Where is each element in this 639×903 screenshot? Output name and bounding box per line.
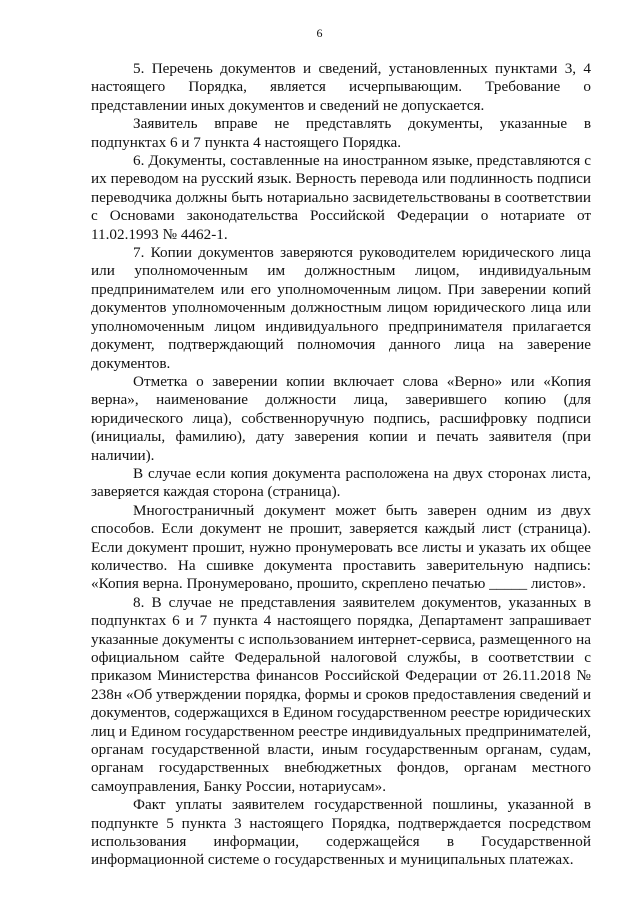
page-number: 6 [316,26,323,40]
paragraph-7-multipage: Многостраничный документ может быть заверен одним из двух способов. Если документ не прошит, заверяется каждый лист (страница). Если документ прошит, нужно пронумеровать все листы и указать их общее количество. На сшивке документа проставить заверительную надпись: «Копия верна. Пронумеровано, прошито, скреплено печатью _____ листов». [91,501,591,593]
paragraph-8: 8. В случае не представления заявителем документов, указанных в подпунктах 6 и 7 пункта 4 настоящего порядка, Департамент запрашивает указанные документы с использованием интернет-сервиса, размещенного на официальном сайте Федеральной налоговой службы, в соответствии с приказом Министерства финансов Российской Федерации от 26.11.2018 № 238н «Об утверждении порядка, формы и сроков предоставления сведений и документов, содержащихся в Едином государственном реестре юридических лиц и Едином государственном реестре индивидуальных предпринимателей, органам государственной власти, иным государственным органам, судам, органам государственных внебюджетных фондов, органам местного самоуправления, Банку России, нотариусам». [91,593,591,795]
document-body [91,60,591,870]
paragraph-5: 5. Перечень документов и сведений, установленных пунктами 3, 4 настоящего Порядка, является исчерпывающим. Требование о представлении иных документов и сведений не допускается. [91,60,591,114]
paragraph-7-two-sided: В случае если копия документа расположена на двух сторонах листа, заверяется каждая сторона (страница). [91,464,591,501]
paragraph-7-copy-mark: Отметка о заверении копии включает слова «Верно» или «Копия верна», наименование должности лица, заверившего копию (для юридического лица), собственноручную подпись, расшифровку подписи (инициалы, фамилию), дату заверения копии и печать заявителя (при наличии). [91,372,591,464]
paragraph-6: 6. Документы, составленные на иностранном языке, представляются с их переводом на русский язык. Верность перевода или подлинность подписи переводчика должны быть нотариально засвидетельствованы в соответствии с Основами законодательства Российской Федерации о нотариате от 11.02.1993 № 4462-1. [91,152,591,243]
paragraph-7: 7. Копии документов заверяются руководителем юридического лица или уполномоченным им должностным лицом, индивидуальным предпринимателем или его уполномоченным лицом. При заверении копий документов уполномоченным должностным лицом юридического лица или уполномоченным лицом индивидуального предпринимателя прилагается документ, подтверждающий полномочия данного лица на заверение документов. [91,244,591,372]
paragraph-8-fee: Факт уплаты заявителем государственной пошлины, указанной в подпункте 5 пункта 3 настоящего Порядка, подтверждается посредством использования информации, содержащейся в Государственной информационной системе о государственных и муниципальных платежах. [91,796,591,869]
paragraph-5-note: Заявитель вправе не представлять документы, указанные в подпунктах 6 и 7 пункта 4 настоящего Порядка. [91,115,591,151]
